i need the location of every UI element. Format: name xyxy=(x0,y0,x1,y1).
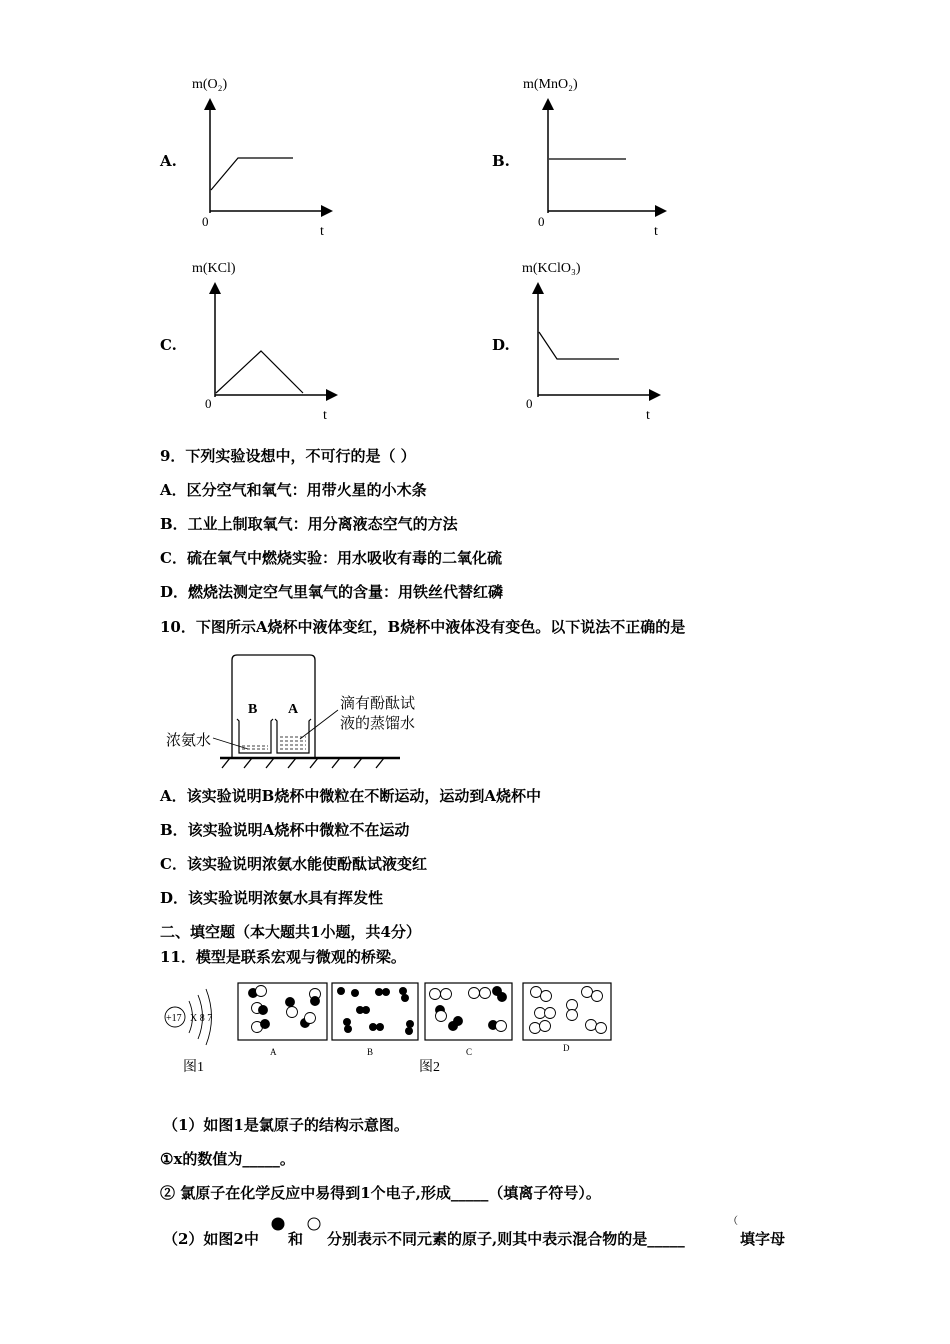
q11-part2-d: 填字母 xyxy=(740,1230,786,1248)
q10-option-a: A．该实验说明B烧杯中微粒在不断运动，运动到A烧杯中 xyxy=(160,787,541,805)
q10-option-c: C．该实验说明浓氨水能使酚酞试液变红 xyxy=(160,855,427,873)
box-b-label: B xyxy=(367,1047,374,1057)
curve xyxy=(539,332,619,359)
q11-part2-paren: （ xyxy=(728,1216,738,1227)
q9-option-a: A．区分空气和氧气：用带火星的小木条 xyxy=(160,481,427,499)
curve xyxy=(211,158,293,190)
q10-option-b: B．该实验说明A烧杯中微粒不在运动 xyxy=(160,821,410,839)
graph-d-letter: D. xyxy=(492,336,510,354)
q9-option-c: C．硫在氧气中燃烧实验：用水吸收有毒的二氧化硫 xyxy=(160,549,502,567)
beaker-a-label: A xyxy=(288,702,299,717)
origin: 0 xyxy=(538,214,545,229)
q9-stem: 9．下列实验设想中，不可行的是（ ） xyxy=(160,447,416,465)
q10-beaker-figure xyxy=(160,650,440,770)
q11-fig2-boxes xyxy=(235,980,615,1075)
q11-fig1-atom xyxy=(158,975,228,1075)
q11-part1-b: ② 氯原子在化学反应中易得到1个电子,形成_____（填离子符号）。 xyxy=(160,1184,601,1202)
white-atom-icon xyxy=(306,1216,322,1232)
graph-a xyxy=(180,68,350,243)
graph-b xyxy=(518,68,688,243)
origin: 0 xyxy=(205,396,212,411)
beaker-b xyxy=(237,719,273,753)
graph-b-letter: B. xyxy=(492,152,510,170)
q11-part2-a: （2）如图2中 xyxy=(163,1230,259,1248)
graph-c xyxy=(183,252,353,427)
ammonia-label: 浓氨水 xyxy=(166,733,212,749)
shell-electrons: X 8 7 xyxy=(190,1013,213,1024)
box-a-label: A xyxy=(270,1047,277,1057)
x-label: t xyxy=(323,408,327,423)
graph-c-letter: C. xyxy=(160,336,177,354)
nucleus-charge: +17 xyxy=(166,1013,182,1024)
curve xyxy=(216,351,303,393)
fig1-caption: 图1 xyxy=(183,1060,204,1075)
section-heading: 二、填空题（本大题共1小题，共4分） xyxy=(160,923,421,941)
y-label: m(KClO₃) xyxy=(522,261,581,276)
q11-part1: （1）如图1是氯原子的结构示意图。 xyxy=(163,1116,409,1134)
box-c-label: C xyxy=(466,1047,473,1057)
y-label: m(KCl) xyxy=(192,261,236,276)
q10-stem: 10．下图所示A烧杯中液体变红，B烧杯中液体没有变色。以下说法不正确的是 xyxy=(160,618,686,636)
q11-part2-b: 和 xyxy=(288,1230,304,1248)
x-label: t xyxy=(646,408,650,423)
beaker-a xyxy=(275,719,311,753)
x-label: t xyxy=(320,224,324,239)
q9-option-b: B．工业上制取氧气：用分离液态空气的方法 xyxy=(160,515,458,533)
q11-stem: 11．模型是联系宏观与微观的桥梁。 xyxy=(160,948,406,966)
origin: 0 xyxy=(202,214,209,229)
beaker-b-label: B xyxy=(248,702,258,717)
graph-a-letter: A. xyxy=(160,152,177,170)
y-label: m(MnO₂) xyxy=(523,77,578,92)
phenolphthalein-label-2: 液的蒸馏水 xyxy=(340,716,416,732)
black-atom-icon xyxy=(270,1216,286,1232)
y-label: m(O₂) xyxy=(192,77,228,92)
q10-option-d: D．该实验说明浓氨水具有挥发性 xyxy=(160,889,384,907)
q11-part2-c: 分别表示不同元素的原子,则其中表示混合物的是_____ xyxy=(327,1230,685,1248)
fig2-caption: 图2 xyxy=(419,1060,440,1075)
box-d-label: D xyxy=(563,1043,570,1053)
q11-part1-a: ①x的数值为_____。 xyxy=(160,1150,295,1168)
graph-d xyxy=(512,252,682,427)
phenolphthalein-label-1: 滴有酚酞试 xyxy=(340,696,416,712)
x-label: t xyxy=(654,224,658,239)
origin: 0 xyxy=(526,396,533,411)
bell-jar xyxy=(232,655,315,758)
q9-option-d: D．燃烧法测定空气里氧气的含量：用铁丝代替红磷 xyxy=(160,583,504,601)
